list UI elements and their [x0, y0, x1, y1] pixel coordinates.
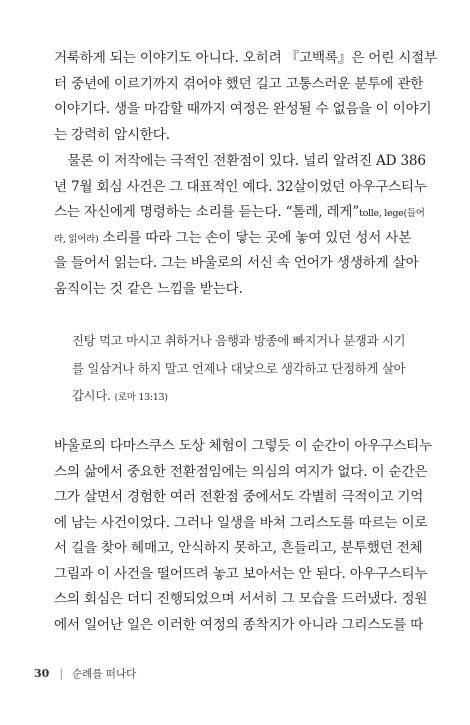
text-line: 물론 이 저작에는 극적인 전환점이 있다. 널리 알려진 AD 386	[54, 153, 426, 169]
quote-line: 진탕 먹고 마시고 취하거나 음행과 방종에 빠지거나 분쟁과 시기	[72, 334, 406, 348]
quote-line	[72, 383, 390, 411]
text-line: 서 길을 찾아 헤매고, 안식하지 못하고, 흔들리고, 분투했던 전체	[54, 540, 423, 556]
text-line: 스의 회심은 더디 진행되었으며 서서히 그 모습을 드러냈다. 정원	[54, 591, 428, 607]
quote-line: 를 일삼거나 하지 말고 언제나 대낮으로 생각하고 단정하게 살아	[72, 361, 406, 376]
text-line: 터 중년에 이르기까지 겪어야 했던 길고 고통스러운 분투에 관한	[54, 75, 424, 92]
book-title: 순례를 떠나다	[72, 668, 137, 680]
text-line: 스의 삶에서 중요한 전환점임에는 의심의 여지가 없다. 이 순간은	[54, 463, 428, 480]
footer-separator: |	[59, 667, 64, 680]
text-line: 을 들어서 읽는다. 그는 바울로의 서신 속 언어가 생생하게 살아	[54, 255, 419, 271]
paragraph-3	[54, 434, 432, 638]
text-line-with-gloss	[54, 200, 425, 226]
quote-text: 갑시다.	[72, 389, 111, 403]
text-segment: 스는 자신에게 명령하는 소리를 듣는다. “톨레, 레게”	[54, 204, 360, 220]
block-quote	[72, 328, 406, 411]
scripture-citation: (로마 13:13)	[114, 392, 168, 403]
paragraph-1	[54, 46, 438, 148]
text-line: 는 강력히 암시한다.	[54, 126, 170, 143]
text-line: 이야기다. 생을 마감할 때까지 여정은 완성될 수 없음을 이 이야기	[54, 101, 432, 117]
text-line: 움직이는 것 같은 느낌을 받는다.	[54, 280, 243, 297]
page-footer	[34, 666, 136, 682]
gloss-open: (들어	[403, 208, 425, 219]
text-line: 년 7월 회심 사건은 그 대표적인 예다. 32살이었던 아우구스티누	[54, 178, 427, 195]
text-line: 그림과 이 사건을 떨어뜨려 놓고 보아서는 안 된다. 아우구스티누	[54, 565, 428, 582]
text-line	[54, 226, 412, 252]
text-line: 거룩하게 되는 이야기도 아니다. 오히려 『고백록』은 어린 시절부	[54, 50, 438, 66]
text-line: 그가 살면서 경험한 여러 전환점 중에서도 각별히 극적이고 기억	[54, 489, 424, 505]
text-line: 바울로의 다마스쿠스 도상 체험이 그렇듯 이 순간이 아우구스티누	[54, 438, 432, 454]
latin-phrase: tolle, lege	[359, 208, 404, 219]
text-segment: 소리를 따라 그는 손이 닿는 곳에 놓여 있던 성서 사본	[98, 229, 412, 246]
page-number: 30	[34, 667, 50, 680]
text-line: 에 남는 사건이었다. 그러나 일생을 바쳐 그리스도를 따르는 이로	[54, 514, 428, 531]
text-line: 에서 일어난 일은 이러한 여정의 종착지가 아니라 그리스도를 따	[54, 616, 424, 633]
gloss-close: 라, 읽어라)	[54, 233, 99, 245]
paragraph-2	[54, 149, 427, 302]
